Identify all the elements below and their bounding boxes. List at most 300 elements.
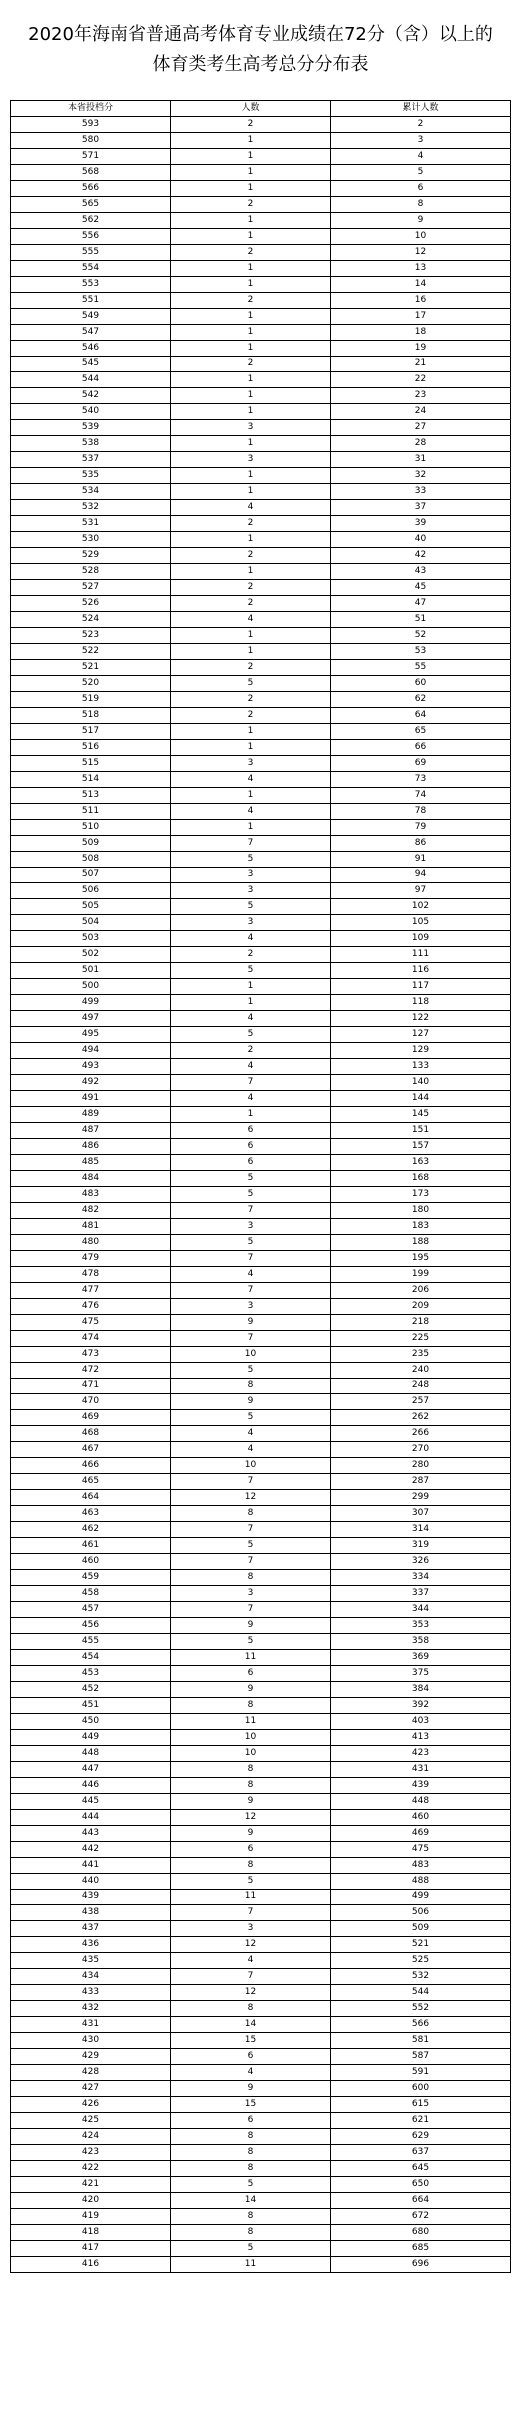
cell-count: 1 — [171, 164, 331, 180]
cell-cumulative: 235 — [331, 1346, 511, 1362]
cell-score: 503 — [11, 931, 171, 947]
cell-score: 430 — [11, 2033, 171, 2049]
cell-count: 8 — [171, 2145, 331, 2161]
cell-count: 5 — [171, 1410, 331, 1426]
table-row — [11, 148, 511, 164]
table-row — [11, 1873, 511, 1889]
cell-count: 6 — [171, 1123, 331, 1139]
cell-count: 3 — [171, 1586, 331, 1602]
cell-score: 505 — [11, 899, 171, 915]
cell-score: 486 — [11, 1138, 171, 1154]
cell-cumulative: 353 — [331, 1618, 511, 1634]
table-row — [11, 1075, 511, 1091]
cell-cumulative: 60 — [331, 675, 511, 691]
cell-score: 465 — [11, 1474, 171, 1490]
table-row — [11, 500, 511, 516]
table-row — [11, 260, 511, 276]
table-row — [11, 276, 511, 292]
cell-score: 452 — [11, 1681, 171, 1697]
cell-score: 501 — [11, 963, 171, 979]
table-row — [11, 372, 511, 388]
table-row — [11, 675, 511, 691]
cell-count: 9 — [171, 1314, 331, 1330]
cell-count: 1 — [171, 484, 331, 500]
cell-count: 6 — [171, 1841, 331, 1857]
cell-count: 1 — [171, 723, 331, 739]
table-row — [11, 2017, 511, 2033]
cell-cumulative: 475 — [331, 1841, 511, 1857]
cell-count: 1 — [171, 787, 331, 803]
table-row — [11, 532, 511, 548]
cell-cumulative: 483 — [331, 1857, 511, 1873]
cell-score: 529 — [11, 548, 171, 564]
cell-count: 7 — [171, 1554, 331, 1570]
cell-score: 453 — [11, 1665, 171, 1681]
cell-score: 417 — [11, 2240, 171, 2256]
cell-cumulative: 180 — [331, 1202, 511, 1218]
cell-count: 10 — [171, 1346, 331, 1362]
cell-score: 518 — [11, 707, 171, 723]
cell-score: 542 — [11, 388, 171, 404]
cell-count: 4 — [171, 2065, 331, 2081]
cell-count: 5 — [171, 675, 331, 691]
table-row — [11, 787, 511, 803]
cell-count: 10 — [171, 1729, 331, 1745]
table-row — [11, 228, 511, 244]
cell-count: 1 — [171, 132, 331, 148]
cell-score: 418 — [11, 2224, 171, 2240]
cell-score: 473 — [11, 1346, 171, 1362]
cell-count: 1 — [171, 564, 331, 580]
cell-cumulative: 23 — [331, 388, 511, 404]
table-row — [11, 2081, 511, 2097]
header-row — [11, 101, 511, 117]
table-row — [11, 196, 511, 212]
cell-cumulative: 42 — [331, 548, 511, 564]
cell-count: 10 — [171, 1745, 331, 1761]
cell-count: 4 — [171, 500, 331, 516]
cell-count: 2 — [171, 548, 331, 564]
cell-score: 527 — [11, 580, 171, 596]
cell-score: 593 — [11, 116, 171, 132]
cell-count: 7 — [171, 1250, 331, 1266]
cell-cumulative: 257 — [331, 1394, 511, 1410]
cell-cumulative: 525 — [331, 1953, 511, 1969]
table-row — [11, 308, 511, 324]
cell-cumulative: 105 — [331, 915, 511, 931]
table-row — [11, 691, 511, 707]
cell-score: 511 — [11, 803, 171, 819]
cell-count: 4 — [171, 771, 331, 787]
cell-count: 3 — [171, 1921, 331, 1937]
cell-score: 428 — [11, 2065, 171, 2081]
cell-cumulative: 168 — [331, 1170, 511, 1186]
cell-count: 1 — [171, 1107, 331, 1123]
cell-count: 1 — [171, 739, 331, 755]
cell-count: 3 — [171, 883, 331, 899]
cell-cumulative: 488 — [331, 1873, 511, 1889]
cell-cumulative: 17 — [331, 308, 511, 324]
table-row — [11, 356, 511, 372]
cell-score: 416 — [11, 2256, 171, 2272]
cell-score: 514 — [11, 771, 171, 787]
cell-score: 446 — [11, 1777, 171, 1793]
cell-cumulative: 685 — [331, 2240, 511, 2256]
cell-cumulative: 86 — [331, 835, 511, 851]
title-line-2: 体育类考生高考总分分布表 — [152, 54, 369, 75]
cell-cumulative: 64 — [331, 707, 511, 723]
cell-score: 478 — [11, 1266, 171, 1282]
cell-count: 6 — [171, 1665, 331, 1681]
table-row — [11, 963, 511, 979]
cell-count: 4 — [171, 1953, 331, 1969]
cell-cumulative: 431 — [331, 1761, 511, 1777]
table-row — [11, 2097, 511, 2113]
cell-score: 500 — [11, 979, 171, 995]
table-row — [11, 1059, 511, 1075]
table-row — [11, 404, 511, 420]
table-row — [11, 627, 511, 643]
cell-cumulative: 133 — [331, 1059, 511, 1075]
cell-score: 520 — [11, 675, 171, 691]
cell-count: 5 — [171, 851, 331, 867]
table-row — [11, 2256, 511, 2272]
cell-score: 545 — [11, 356, 171, 372]
cell-cumulative: 28 — [331, 436, 511, 452]
cell-count: 2 — [171, 659, 331, 675]
cell-count: 1 — [171, 388, 331, 404]
cell-cumulative: 16 — [331, 292, 511, 308]
table-row — [11, 1426, 511, 1442]
cell-score: 522 — [11, 643, 171, 659]
cell-cumulative: 225 — [331, 1330, 511, 1346]
cell-cumulative: 287 — [331, 1474, 511, 1490]
cell-cumulative: 24 — [331, 404, 511, 420]
table-row — [11, 292, 511, 308]
cell-cumulative: 151 — [331, 1123, 511, 1139]
cell-count: 2 — [171, 516, 331, 532]
cell-cumulative: 439 — [331, 1777, 511, 1793]
cell-cumulative: 266 — [331, 1426, 511, 1442]
cell-score: 507 — [11, 867, 171, 883]
cell-score: 429 — [11, 2049, 171, 2065]
cell-score: 480 — [11, 1234, 171, 1250]
cell-score: 506 — [11, 883, 171, 899]
table-row — [11, 596, 511, 612]
cell-count: 7 — [171, 1522, 331, 1538]
cell-count: 1 — [171, 340, 331, 356]
cell-count: 1 — [171, 324, 331, 340]
cell-cumulative: 645 — [331, 2160, 511, 2176]
cell-count: 5 — [171, 1027, 331, 1043]
cell-cumulative: 672 — [331, 2208, 511, 2224]
cell-cumulative: 33 — [331, 484, 511, 500]
cell-cumulative: 262 — [331, 1410, 511, 1426]
table-row — [11, 867, 511, 883]
cell-cumulative: 413 — [331, 1729, 511, 1745]
cell-cumulative: 469 — [331, 1825, 511, 1841]
table-row — [11, 1554, 511, 1570]
cell-score: 455 — [11, 1634, 171, 1650]
score-distribution-table — [10, 100, 511, 2273]
cell-score: 475 — [11, 1314, 171, 1330]
cell-score: 521 — [11, 659, 171, 675]
table-row — [11, 723, 511, 739]
cell-count: 5 — [171, 2176, 331, 2192]
cell-score: 571 — [11, 148, 171, 164]
cell-score: 437 — [11, 1921, 171, 1937]
table-row — [11, 1330, 511, 1346]
table-row — [11, 1378, 511, 1394]
cell-count: 1 — [171, 308, 331, 324]
table-row — [11, 1154, 511, 1170]
cell-count: 7 — [171, 835, 331, 851]
cell-cumulative: 13 — [331, 260, 511, 276]
cell-score: 467 — [11, 1442, 171, 1458]
cell-count: 5 — [171, 2240, 331, 2256]
table-row — [11, 1362, 511, 1378]
header-count: 人数 — [171, 101, 331, 117]
cell-score: 423 — [11, 2145, 171, 2161]
cell-count: 6 — [171, 1138, 331, 1154]
table-row — [11, 1506, 511, 1522]
cell-score: 524 — [11, 612, 171, 628]
cell-cumulative: 680 — [331, 2224, 511, 2240]
cell-score: 477 — [11, 1282, 171, 1298]
cell-count: 14 — [171, 2192, 331, 2208]
table-row — [11, 1394, 511, 1410]
cell-count: 8 — [171, 1761, 331, 1777]
table-row — [11, 1202, 511, 1218]
cell-score: 513 — [11, 787, 171, 803]
table-row — [11, 1027, 511, 1043]
cell-count: 9 — [171, 1618, 331, 1634]
header-cumulative: 累计人数 — [331, 101, 511, 117]
table-row — [11, 1665, 511, 1681]
cell-cumulative: 31 — [331, 452, 511, 468]
cell-cumulative: 218 — [331, 1314, 511, 1330]
table-row — [11, 164, 511, 180]
cell-score: 483 — [11, 1186, 171, 1202]
cell-score: 538 — [11, 436, 171, 452]
cell-count: 1 — [171, 148, 331, 164]
cell-cumulative: 240 — [331, 1362, 511, 1378]
cell-score: 424 — [11, 2129, 171, 2145]
cell-score: 442 — [11, 1841, 171, 1857]
cell-score: 539 — [11, 420, 171, 436]
cell-count: 5 — [171, 1234, 331, 1250]
table-row — [11, 1809, 511, 1825]
cell-cumulative: 358 — [331, 1634, 511, 1650]
cell-score: 435 — [11, 1953, 171, 1969]
cell-cumulative: 299 — [331, 1490, 511, 1506]
cell-count: 8 — [171, 1570, 331, 1586]
cell-count: 4 — [171, 1426, 331, 1442]
cell-count: 11 — [171, 1713, 331, 1729]
cell-count: 3 — [171, 1218, 331, 1234]
table-row — [11, 2065, 511, 2081]
table-row — [11, 1905, 511, 1921]
cell-cumulative: 209 — [331, 1298, 511, 1314]
cell-cumulative: 97 — [331, 883, 511, 899]
cell-score: 448 — [11, 1745, 171, 1761]
cell-score: 456 — [11, 1618, 171, 1634]
cell-count: 5 — [171, 1538, 331, 1554]
table-row — [11, 979, 511, 995]
cell-cumulative: 117 — [331, 979, 511, 995]
cell-cumulative: 127 — [331, 1027, 511, 1043]
cell-cumulative: 600 — [331, 2081, 511, 2097]
cell-score: 441 — [11, 1857, 171, 1873]
cell-count: 2 — [171, 356, 331, 372]
cell-score: 491 — [11, 1091, 171, 1107]
table-row — [11, 771, 511, 787]
cell-cumulative: 188 — [331, 1234, 511, 1250]
cell-count: 1 — [171, 995, 331, 1011]
cell-cumulative: 248 — [331, 1378, 511, 1394]
cell-cumulative: 2 — [331, 116, 511, 132]
cell-score: 519 — [11, 691, 171, 707]
cell-cumulative: 506 — [331, 1905, 511, 1921]
cell-cumulative: 696 — [331, 2256, 511, 2272]
table-row — [11, 1729, 511, 1745]
cell-count: 7 — [171, 1075, 331, 1091]
cell-score: 457 — [11, 1602, 171, 1618]
cell-count: 1 — [171, 436, 331, 452]
cell-count: 8 — [171, 1378, 331, 1394]
cell-score: 425 — [11, 2113, 171, 2129]
cell-score: 458 — [11, 1586, 171, 1602]
cell-score: 485 — [11, 1154, 171, 1170]
table-row — [11, 420, 511, 436]
table-row — [11, 1234, 511, 1250]
table-row — [11, 1681, 511, 1697]
cell-count: 5 — [171, 1186, 331, 1202]
table-row — [11, 883, 511, 899]
cell-cumulative: 52 — [331, 627, 511, 643]
table-row — [11, 388, 511, 404]
table-row — [11, 1107, 511, 1123]
table-row — [11, 1777, 511, 1793]
cell-count: 2 — [171, 244, 331, 260]
cell-score: 495 — [11, 1027, 171, 1043]
cell-score: 481 — [11, 1218, 171, 1234]
cell-score: 489 — [11, 1107, 171, 1123]
cell-score: 445 — [11, 1793, 171, 1809]
cell-cumulative: 129 — [331, 1043, 511, 1059]
cell-cumulative: 109 — [331, 931, 511, 947]
cell-count: 1 — [171, 260, 331, 276]
cell-score: 523 — [11, 627, 171, 643]
cell-count: 3 — [171, 420, 331, 436]
cell-count: 2 — [171, 1043, 331, 1059]
cell-score: 431 — [11, 2017, 171, 2033]
cell-cumulative: 637 — [331, 2145, 511, 2161]
table-row — [11, 1458, 511, 1474]
table-row — [11, 1538, 511, 1554]
cell-cumulative: 544 — [331, 1985, 511, 2001]
cell-cumulative: 69 — [331, 755, 511, 771]
cell-count: 10 — [171, 1458, 331, 1474]
cell-cumulative: 334 — [331, 1570, 511, 1586]
cell-score: 436 — [11, 1937, 171, 1953]
cell-count: 11 — [171, 2256, 331, 2272]
table-row — [11, 1745, 511, 1761]
cell-score: 551 — [11, 292, 171, 308]
table-row — [11, 2129, 511, 2145]
cell-score: 474 — [11, 1330, 171, 1346]
cell-score: 534 — [11, 484, 171, 500]
table-row — [11, 1410, 511, 1426]
cell-score: 554 — [11, 260, 171, 276]
cell-cumulative: 460 — [331, 1809, 511, 1825]
cell-count: 3 — [171, 1298, 331, 1314]
cell-count: 7 — [171, 1474, 331, 1490]
cell-cumulative: 650 — [331, 2176, 511, 2192]
table-row — [11, 180, 511, 196]
cell-cumulative: 18 — [331, 324, 511, 340]
cell-cumulative: 206 — [331, 1282, 511, 1298]
cell-score: 526 — [11, 596, 171, 612]
table-row — [11, 1298, 511, 1314]
cell-count: 15 — [171, 2033, 331, 2049]
table-row — [11, 1586, 511, 1602]
title-line-1: 2020年海南省普通高考体育专业成绩在72分（含）以上的 — [28, 24, 493, 45]
cell-count: 1 — [171, 404, 331, 420]
cell-count: 2 — [171, 580, 331, 596]
cell-cumulative: 12 — [331, 244, 511, 260]
cell-score: 553 — [11, 276, 171, 292]
cell-count: 5 — [171, 1170, 331, 1186]
cell-cumulative: 39 — [331, 516, 511, 532]
cell-count: 2 — [171, 596, 331, 612]
cell-cumulative: 43 — [331, 564, 511, 580]
cell-score: 509 — [11, 835, 171, 851]
cell-count: 2 — [171, 707, 331, 723]
cell-score: 497 — [11, 1011, 171, 1027]
cell-cumulative: 566 — [331, 2017, 511, 2033]
cell-score: 562 — [11, 212, 171, 228]
cell-score: 565 — [11, 196, 171, 212]
cell-score: 470 — [11, 1394, 171, 1410]
table-row — [11, 1266, 511, 1282]
table-row — [11, 580, 511, 596]
cell-cumulative: 509 — [331, 1921, 511, 1937]
cell-cumulative: 157 — [331, 1138, 511, 1154]
cell-score: 537 — [11, 452, 171, 468]
cell-score: 504 — [11, 915, 171, 931]
table-row — [11, 1953, 511, 1969]
table-row — [11, 1250, 511, 1266]
table-row — [11, 548, 511, 564]
cell-score: 444 — [11, 1809, 171, 1825]
table-row — [11, 1138, 511, 1154]
cell-score: 484 — [11, 1170, 171, 1186]
table-row — [11, 1282, 511, 1298]
cell-score: 476 — [11, 1298, 171, 1314]
cell-count: 1 — [171, 276, 331, 292]
table-row — [11, 1522, 511, 1538]
cell-score: 427 — [11, 2081, 171, 2097]
cell-cumulative: 79 — [331, 819, 511, 835]
table-row — [11, 2192, 511, 2208]
table-row — [11, 1570, 511, 1586]
cell-count: 1 — [171, 819, 331, 835]
cell-cumulative: 122 — [331, 1011, 511, 1027]
table-row — [11, 2208, 511, 2224]
cell-count: 8 — [171, 2208, 331, 2224]
cell-count: 12 — [171, 1937, 331, 1953]
